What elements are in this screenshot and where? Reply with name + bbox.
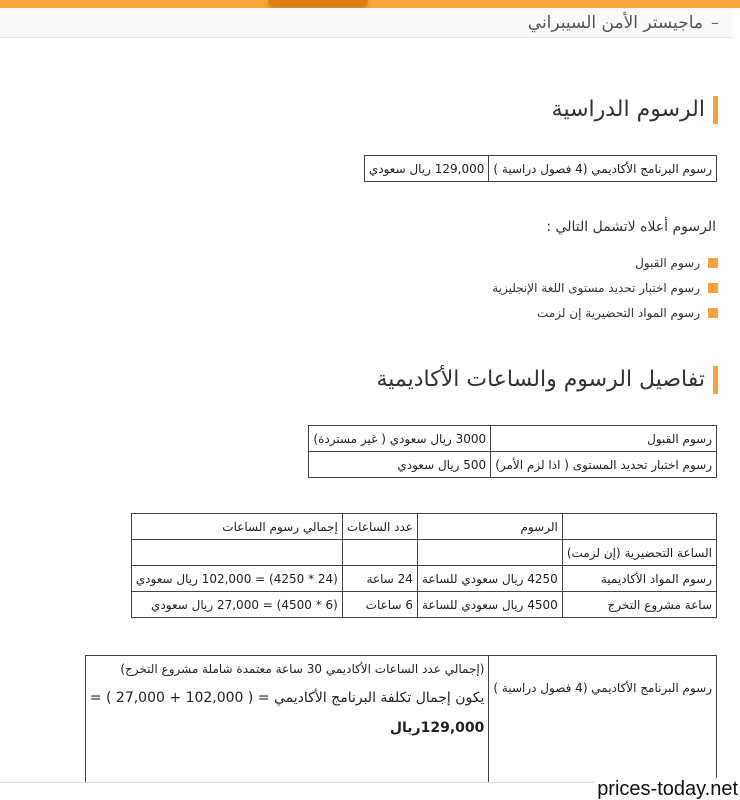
- list-item: رسوم اختبار تحديد مستوى اللغة الإنجليزية: [492, 275, 718, 300]
- table-cell: 24 ساعة: [342, 566, 417, 592]
- table-cell: رسوم اختبار تحديد المستوى ( اذا لزم الأمر): [491, 452, 717, 478]
- program-total-calculation: [85, 656, 489, 796]
- table-row: [131, 592, 716, 618]
- bullet-square-icon: [708, 308, 718, 318]
- top-accent-bar: [0, 0, 740, 8]
- admission-fees-table: [308, 425, 717, 478]
- table-cell: 4250 ريال سعودي للساعة: [417, 566, 562, 592]
- list-item: رسوم القبول: [492, 250, 718, 275]
- table-cell: [131, 540, 342, 566]
- table-cell: [342, 540, 417, 566]
- table-cell: ساعة مشروع التخرج: [562, 592, 716, 618]
- table-header-row: [131, 514, 716, 540]
- program-total-label: رسوم البرنامج الأكاديمي (4 فصول دراسية ): [489, 656, 717, 796]
- table-row: [364, 156, 716, 182]
- table-row: [309, 452, 717, 478]
- column-header: إجمالي رسوم الساعات: [131, 514, 342, 540]
- bullet-square-icon: [708, 283, 718, 293]
- list-item: رسوم المواد التحضيرية إن لزمت: [492, 300, 718, 325]
- table-cell: (24 * 4250) = 102,000 ريال سعودي: [131, 566, 342, 592]
- column-header: [562, 514, 716, 540]
- breadcrumb-separator: –: [711, 13, 719, 32]
- credit-hours-table: [131, 513, 717, 618]
- table-row: [131, 540, 716, 566]
- program-fee-label: رسوم البرنامج الأكاديمي (4 فصول دراسية ): [489, 156, 717, 182]
- breadcrumb-current[interactable]: ماجيستر الأمن السيبراني: [527, 12, 703, 33]
- breadcrumb: [0, 8, 733, 38]
- column-header: عدد الساعات: [342, 514, 417, 540]
- program-total-table: [85, 655, 717, 796]
- fees-exclusion-note: الرسوم أعلاه لاتشمل التالي :: [546, 219, 716, 235]
- table-cell: رسوم المواد الأكاديمية: [562, 566, 716, 592]
- table-cell: (6 * 4500) = 27,000 ريال سعودي: [131, 592, 342, 618]
- total-hours-text: (إجمالي عدد الساعات الأكاديمي 30 ساعة معتمدة شاملة مشروع التخرج): [120, 662, 485, 676]
- table-cell: [417, 540, 562, 566]
- table-cell: 6 ساعات: [342, 592, 417, 618]
- total-cost-value: 129,000ريال: [389, 720, 485, 736]
- site-watermark: prices-today.net: [597, 778, 738, 800]
- program-fee-table: [364, 155, 717, 182]
- table-cell: 4500 ريال سعودي للساعة: [417, 592, 562, 618]
- fee-details-heading: تفاصيل الرسوم والساعات الأكاديمية: [376, 366, 718, 394]
- total-cost-formula: يكون إجمال تكلفة البرنامج الأكاديمي = ( 102,000 + 27,000 ) =: [89, 690, 485, 706]
- top-menu-tab[interactable]: [268, 0, 368, 6]
- column-header: الرسوم: [417, 514, 562, 540]
- table-cell: 500 ريال سعودي: [309, 452, 491, 478]
- program-fee-value: 129,000 ريال سعودي: [364, 156, 489, 182]
- excluded-fees-list: [492, 250, 718, 325]
- bullet-square-icon: [708, 258, 718, 268]
- tuition-fees-heading: الرسوم الدراسية: [552, 96, 718, 124]
- table-cell: رسوم القبول: [491, 426, 717, 452]
- table-row: [309, 426, 717, 452]
- table-row: [131, 566, 716, 592]
- table-row: [85, 656, 716, 796]
- table-cell: الساعة التحضيرية (إن لزمت): [562, 540, 716, 566]
- table-cell: 3000 ريال سعودي ( غير مستردة): [309, 426, 491, 452]
